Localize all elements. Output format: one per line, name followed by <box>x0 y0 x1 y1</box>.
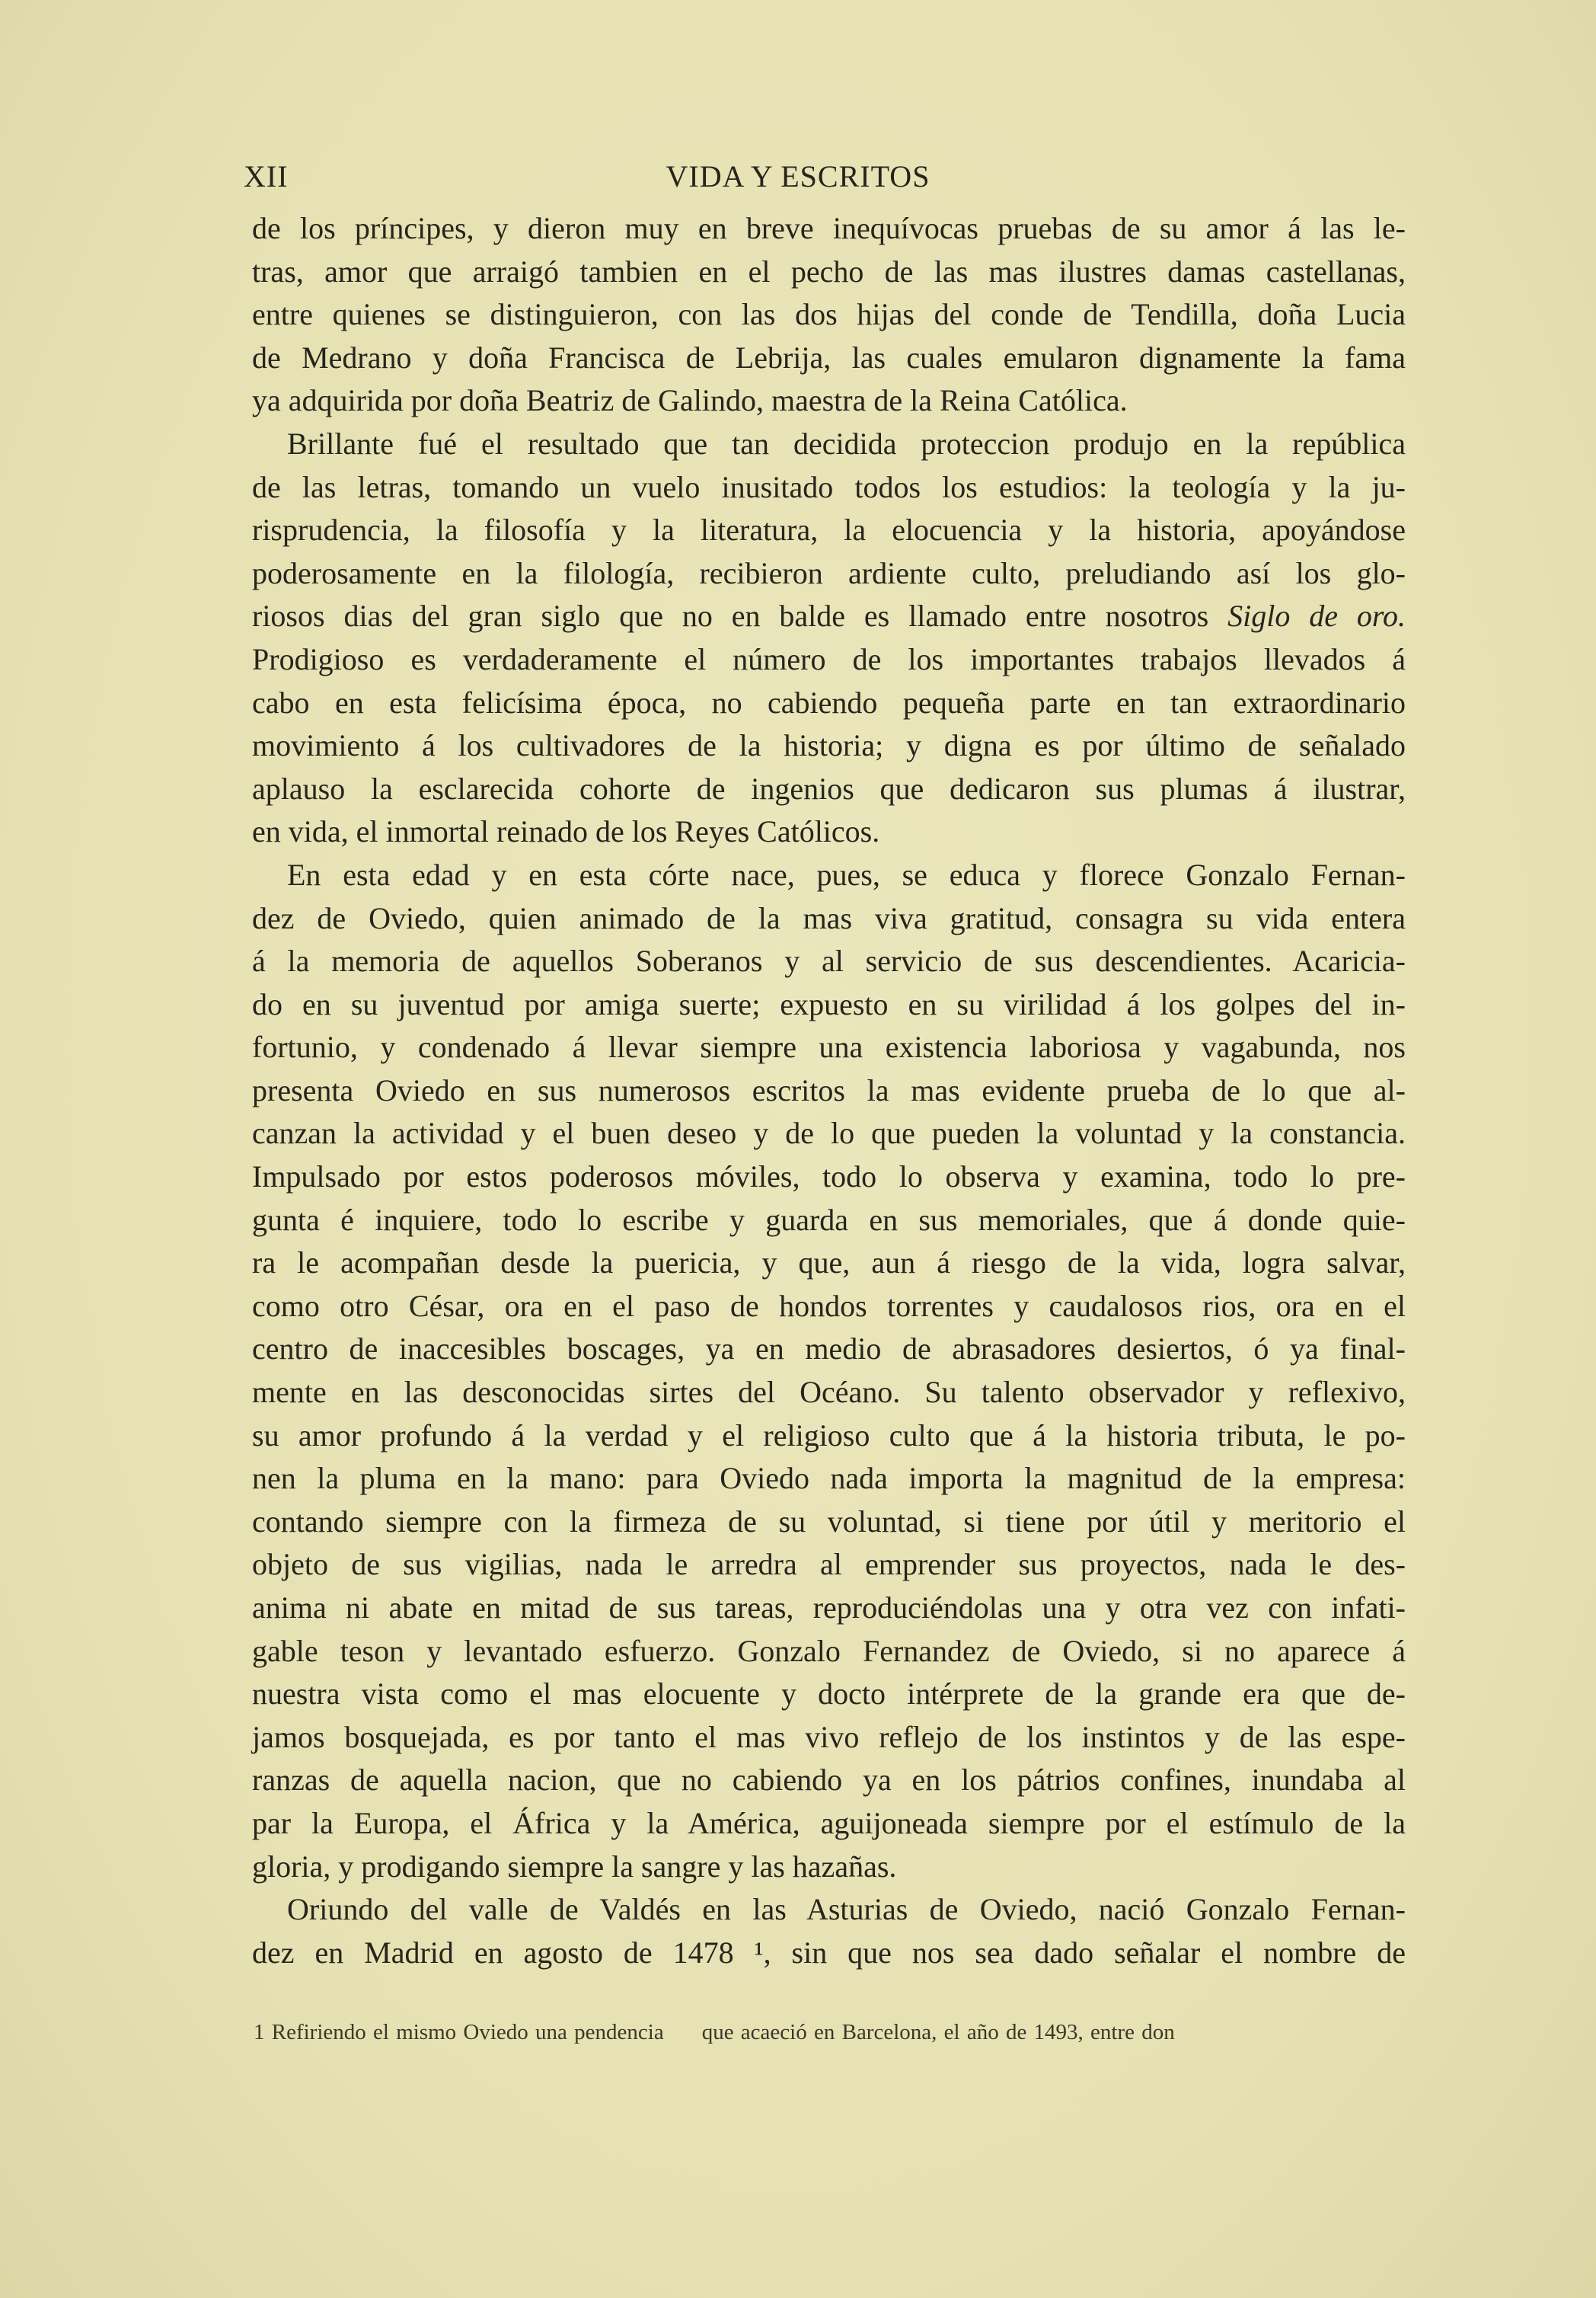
text-line <box>252 768 1406 811</box>
text-line <box>252 379 1406 423</box>
text-segment: de los príncipes, y dieron muy en breve inequívocas pruebas de su amor á las le- <box>252 211 1406 245</box>
text-line <box>252 595 1406 638</box>
text-segment: objeto de sus vigilias, nada le arredra al emprender sus proyectos, nada le des- <box>252 1547 1406 1582</box>
text-segment: contando siempre con la firmeza de su voluntad, si tiene por útil y meritorio el <box>252 1504 1406 1539</box>
text-line <box>252 1457 1406 1501</box>
text-segment: gable teson y levantado esfuerzo. Gonzalo Fernandez de Oviedo, si no aparece á <box>252 1633 1406 1668</box>
footnote-text-part1: Refiriendo el mismo Oviedo una pendencia <box>271 2020 664 2044</box>
text-line <box>252 983 1406 1027</box>
text-segment: Oriundo del valle de Valdés en las Asturias de Oviedo, nació Gonzalo Fernan- <box>287 1892 1406 1927</box>
running-title: VIDA Y ESCRITOS <box>666 159 930 193</box>
text-line <box>252 1285 1406 1328</box>
text-segment: riosos dias del gran siglo que no en balde es llamado entre nosotros <box>252 599 1228 634</box>
text-segment: como otro César, ora en el paso de hondos torrentes y caudalosos rios, ora en el <box>252 1288 1406 1323</box>
text-segment: poderosamente en la filología, recibieron ardiente culto, preludiando así los glo- <box>252 555 1406 590</box>
text-segment: gloria, y prodigando siempre la sangre y las hazañas. <box>252 1849 897 1884</box>
text-line <box>252 1371 1406 1414</box>
text-segment: entre quienes se distinguieron, con las dos hijas del conde de Tendilla, doña Lucia <box>252 297 1406 332</box>
text-line <box>252 423 1406 466</box>
text-segment: centro de inaccesibles boscages, ya en medio de abrasadores desiertos, ó ya final- <box>252 1331 1406 1366</box>
text-segment: nuestra vista como el mas elocuente y docto intérprete de la grande era que de- <box>252 1676 1406 1712</box>
text-segment: tras, amor que arraigó tambien en el pecho de las mas ilustres damas castellanas, <box>252 254 1406 289</box>
text-line <box>252 251 1406 294</box>
text-line <box>252 1759 1406 1802</box>
text-segment: su amor profundo á la verdad y el religioso culto que á la historia tributa, le po- <box>252 1417 1406 1453</box>
text-segment: ra le acompañan desde la puericia, y que, aun á riesgo de la vida, logra salvar, <box>252 1245 1406 1280</box>
text-line <box>252 682 1406 725</box>
text-segment: Impulsado por estos poderosos móviles, todo lo observa y examina, todo lo pre- <box>252 1159 1406 1194</box>
text-segment: Prodigioso es verdaderamente el número de los importantes trabajos llevados á <box>252 641 1406 676</box>
footnote-text-part2: que acaeció en Barcelona, el año de 1493, entre don <box>701 2020 1175 2044</box>
text-line <box>252 1543 1406 1587</box>
text-line <box>252 1414 1406 1458</box>
text-segment: canzan la actividad y el buen deseo y de lo que pueden la voluntad y la constancia. <box>252 1116 1406 1151</box>
text-line <box>252 1155 1406 1199</box>
text-segment: par la Europa, el África y la América, aguijoneada siempre por el estímulo de la <box>252 1805 1406 1840</box>
text-line <box>252 638 1406 682</box>
text-line <box>252 337 1406 380</box>
text-line <box>252 1242 1406 1285</box>
text-segment: ranzas de aquella nacion, que no cabiendo ya en los pátrios confines, inundaba al <box>252 1763 1406 1798</box>
text-line <box>252 293 1406 337</box>
page-number: XII <box>244 159 289 193</box>
text-line <box>252 724 1406 768</box>
text-line <box>252 509 1406 552</box>
text-segment: ya adquirida por doña Beatriz de Galindo, maestra de la Reina Católica. <box>252 383 1128 418</box>
text-segment: de las letras, tomando un vuelo inusitado todos los estudios: la teología y la ju- <box>252 469 1406 504</box>
footnote-marker: 1 <box>254 2020 265 2044</box>
text-line <box>252 207 1406 251</box>
text-segment: movimiento á los cultivadores de la historia; y digna es por último de señalado <box>252 728 1406 763</box>
text-line <box>252 466 1406 510</box>
footnote <box>254 2020 1403 2045</box>
text-line <box>252 1630 1406 1673</box>
text-line <box>252 1328 1406 1371</box>
text-segment: fortunio, y condenado á llevar siempre una existencia laboriosa y vagabunda, nos <box>252 1030 1406 1065</box>
text-segment: risprudencia, la filosofía y la literatura, la elocuencia y la historia, apoyándose <box>252 513 1406 548</box>
text-line <box>252 1716 1406 1759</box>
text-line <box>252 810 1406 854</box>
text-segment: presenta Oviedo en sus numerosos escritos la mas evidente prueba de lo que al- <box>252 1072 1406 1107</box>
body-text <box>252 207 1406 1974</box>
text-segment: dez en Madrid en agosto de 1478 ¹, sin que nos sea dado señalar el nombre de <box>252 1935 1406 1970</box>
text-segment: jamos bosquejada, es por tanto el mas vivo reflejo de los instintos y de las espe- <box>252 1719 1406 1754</box>
text-line <box>252 552 1406 596</box>
text-line <box>252 1112 1406 1155</box>
text-line <box>252 1888 1406 1932</box>
text-line <box>252 1673 1406 1716</box>
text-segment: cabo en esta felicísima época, no cabiendo pequeña parte en tan extraordinario <box>252 685 1406 720</box>
text-line <box>252 1846 1406 1889</box>
text-line <box>252 940 1406 983</box>
text-segment: de Medrano y doña Francisca de Lebrija, las cuales emularon dignamente la fama <box>252 340 1406 375</box>
text-segment: anima ni abate en mitad de sus tareas, reproduciéndolas una y otra vez con infati- <box>252 1590 1406 1625</box>
text-line <box>252 897 1406 941</box>
text-segment: dez de Oviedo, quien animado de la mas viva gratitud, consagra su vida entera <box>252 900 1406 935</box>
text-line <box>252 1802 1406 1846</box>
text-line <box>252 1069 1406 1113</box>
text-line <box>252 1932 1406 1975</box>
text-line <box>252 1026 1406 1069</box>
text-segment: en vida, el inmortal reinado de los Reyes Católicos. <box>252 814 880 849</box>
text-line <box>252 1587 1406 1630</box>
text-line <box>252 1199 1406 1242</box>
text-line <box>252 854 1406 897</box>
text-segment: gunta é inquiere, todo lo escribe y guarda en sus memoriales, que á donde quie- <box>252 1202 1406 1237</box>
italic-text: Siglo de oro. <box>1227 599 1406 634</box>
text-segment: mente en las desconocidas sirtes del Océano. Su talento observador y reflexivo, <box>252 1375 1406 1410</box>
text-segment: do en su juventud por amiga suerte; expuesto en su virilidad á los golpes del in- <box>252 986 1406 1021</box>
text-segment: aplauso la esclarecida cohorte de ingenios que dedicaron sus plumas á ilustrar, <box>252 771 1406 806</box>
text-line <box>252 1501 1406 1544</box>
text-segment: nen la pluma en la mano: para Oviedo nada importa la magnitud de la empresa: <box>252 1461 1406 1496</box>
text-segment: á la memoria de aquellos Soberanos y al servicio de sus descendientes. Acaricia- <box>252 944 1406 979</box>
text-segment: Brillante fué el resultado que tan decidida proteccion produjo en la república <box>287 426 1406 461</box>
text-segment: En esta edad y en esta córte nace, pues, se educa y florece Gonzalo Fernan- <box>287 857 1406 892</box>
